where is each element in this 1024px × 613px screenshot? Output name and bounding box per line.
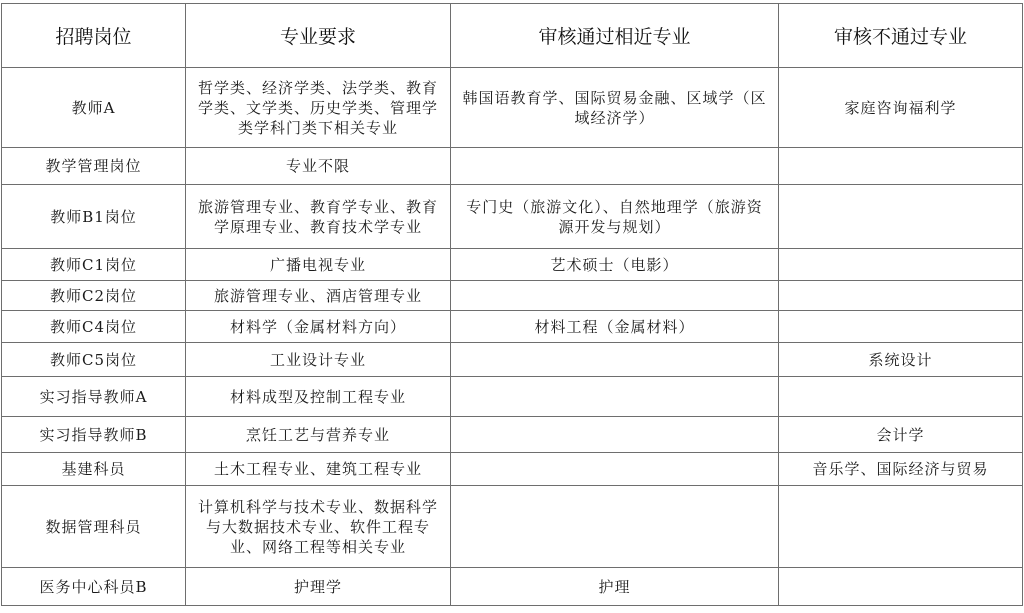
cell-position: 教师C1岗位 (2, 249, 186, 281)
table-row (2, 148, 1023, 185)
cell-similar-major (451, 453, 779, 486)
cell-position: 教师A (2, 68, 186, 148)
cell-requirement: 烹饪工艺与营养专业 (186, 417, 451, 453)
table-row (2, 249, 1023, 281)
header-similar-major: 审核通过相近专业 (451, 4, 779, 68)
cell-requirement: 材料学（金属材料方向） (186, 311, 451, 343)
cell-rejected-major: 系统设计 (779, 343, 1023, 377)
cell-position: 实习指导教师A (2, 377, 186, 417)
cell-rejected-major (779, 486, 1023, 568)
table-row (2, 568, 1023, 606)
cell-requirement: 哲学类、经济学类、法学类、教育学类、文学类、历史学类、管理学类学科门类下相关专业 (186, 68, 451, 148)
table-row (2, 343, 1023, 377)
header-rejected-major: 审核不通过专业 (779, 4, 1023, 68)
cell-position: 教学管理岗位 (2, 148, 186, 185)
cell-position: 基建科员 (2, 453, 186, 486)
cell-similar-major (451, 281, 779, 311)
cell-requirement: 旅游管理专业、教育学专业、教育学原理专业、教育技术学专业 (186, 185, 451, 249)
recruitment-major-table (1, 3, 1023, 606)
cell-similar-major: 韩国语教育学、国际贸易金融、区域学（区域经济学） (451, 68, 779, 148)
table-row (2, 281, 1023, 311)
cell-requirement: 工业设计专业 (186, 343, 451, 377)
cell-position: 数据管理科员 (2, 486, 186, 568)
cell-similar-major: 护理 (451, 568, 779, 606)
header-position: 招聘岗位 (2, 4, 186, 68)
cell-rejected-major (779, 377, 1023, 417)
cell-requirement: 旅游管理专业、酒店管理专业 (186, 281, 451, 311)
cell-similar-major: 材料工程（金属材料） (451, 311, 779, 343)
cell-rejected-major (779, 185, 1023, 249)
cell-requirement: 计算机科学与技术专业、数据科学与大数据技术专业、软件工程专业、网络工程等相关专业 (186, 486, 451, 568)
cell-position: 教师C4岗位 (2, 311, 186, 343)
cell-requirement: 土木工程专业、建筑工程专业 (186, 453, 451, 486)
table-row (2, 311, 1023, 343)
cell-rejected-major (779, 148, 1023, 185)
header-requirement: 专业要求 (186, 4, 451, 68)
table-row (2, 377, 1023, 417)
cell-similar-major (451, 417, 779, 453)
cell-rejected-major: 会计学 (779, 417, 1023, 453)
cell-requirement: 广播电视专业 (186, 249, 451, 281)
cell-rejected-major (779, 249, 1023, 281)
cell-similar-major: 专门史（旅游文化）、自然地理学（旅游资源开发与规划） (451, 185, 779, 249)
cell-rejected-major (779, 311, 1023, 343)
cell-rejected-major: 家庭咨询福利学 (779, 68, 1023, 148)
cell-similar-major (451, 148, 779, 185)
cell-rejected-major (779, 568, 1023, 606)
cell-requirement: 专业不限 (186, 148, 451, 185)
cell-similar-major (451, 486, 779, 568)
cell-requirement: 材料成型及控制工程专业 (186, 377, 451, 417)
cell-position: 教师B1岗位 (2, 185, 186, 249)
cell-similar-major (451, 343, 779, 377)
table-row (2, 68, 1023, 148)
cell-rejected-major: 音乐学、国际经济与贸易 (779, 453, 1023, 486)
table-row (2, 417, 1023, 453)
table-body (2, 68, 1023, 606)
cell-similar-major (451, 377, 779, 417)
cell-position: 教师C5岗位 (2, 343, 186, 377)
cell-requirement: 护理学 (186, 568, 451, 606)
table-header (2, 4, 1023, 68)
cell-position: 教师C2岗位 (2, 281, 186, 311)
cell-similar-major: 艺术硕士（电影） (451, 249, 779, 281)
table-row (2, 486, 1023, 568)
table-row (2, 453, 1023, 486)
header-row (2, 4, 1023, 68)
table-row (2, 185, 1023, 249)
cell-position: 医务中心科员B (2, 568, 186, 606)
cell-position: 实习指导教师B (2, 417, 186, 453)
cell-rejected-major (779, 281, 1023, 311)
